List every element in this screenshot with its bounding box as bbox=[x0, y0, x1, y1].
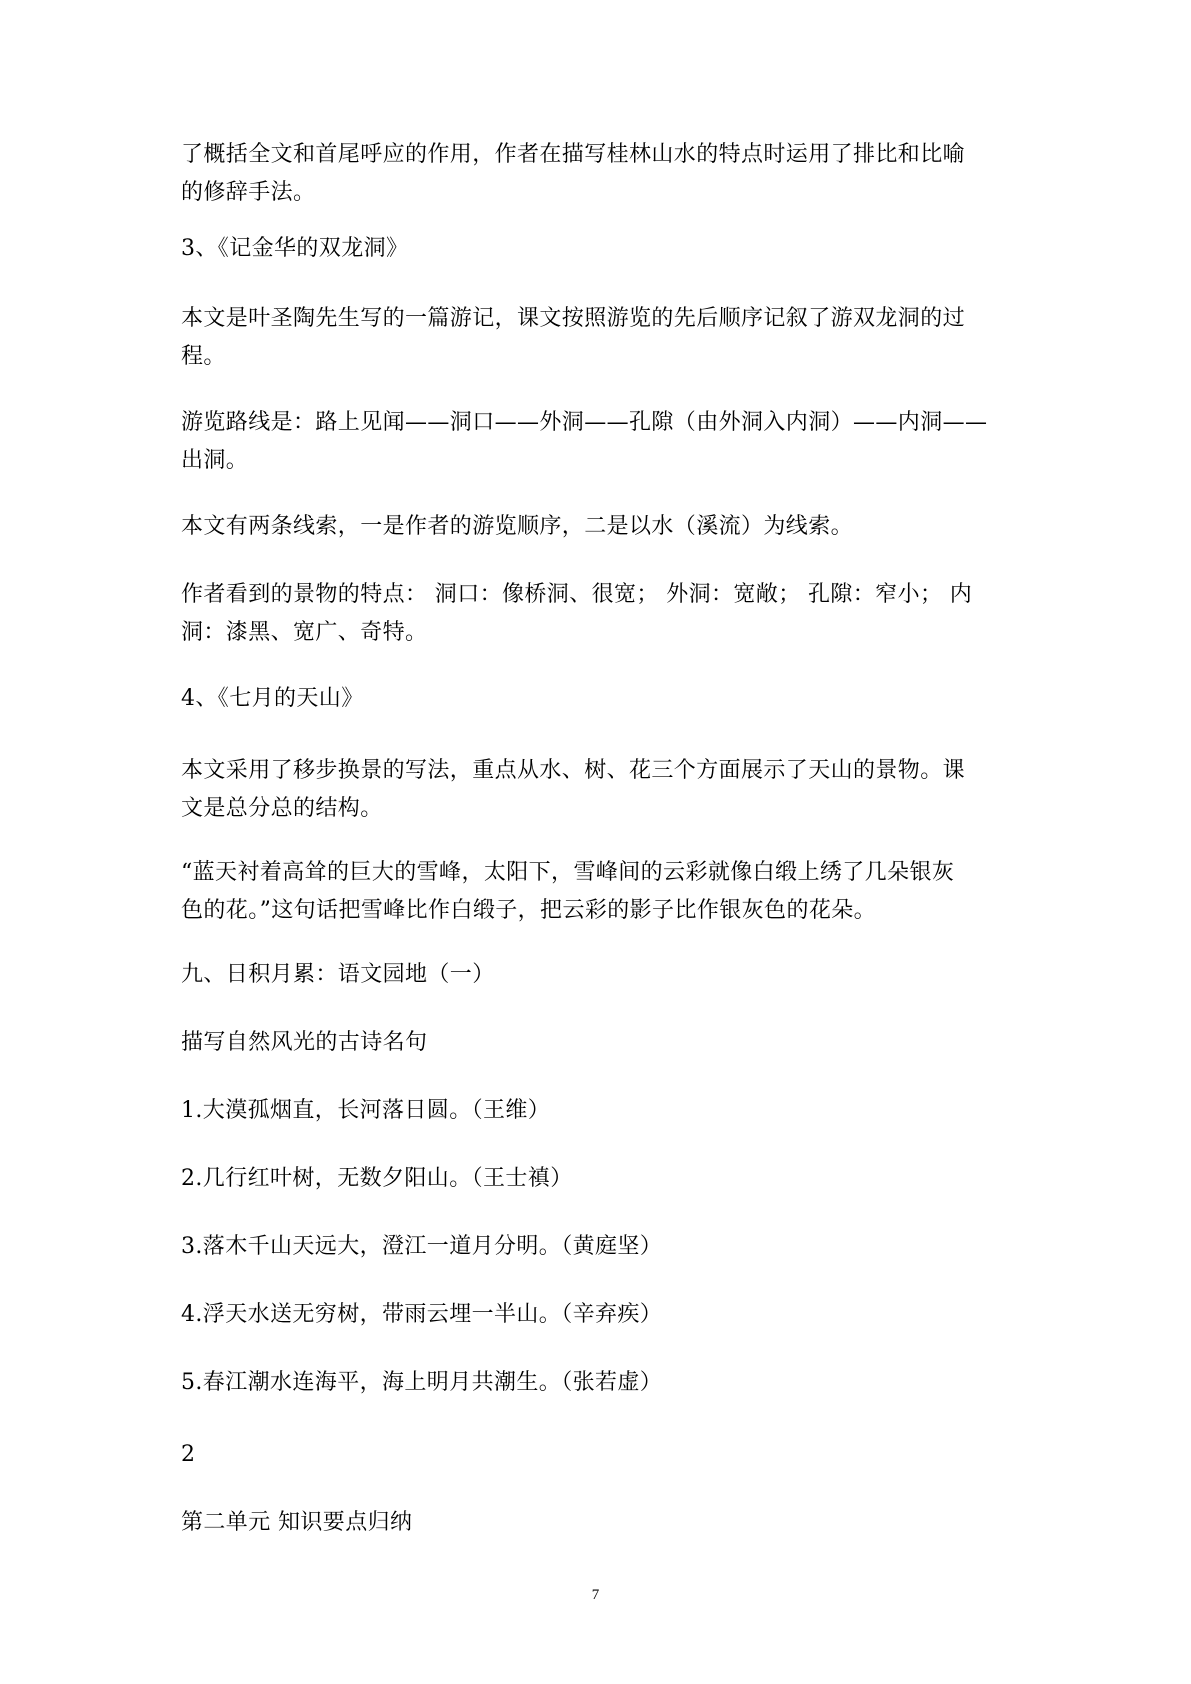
text-line: 本文采用了移步换景的写法，重点从水、树、花三个方面展示了天山的景物。课 bbox=[181, 758, 966, 783]
paragraph-tianshan-quote bbox=[181, 854, 1011, 930]
heading-line: 九、日积月累：语文园地（一） bbox=[181, 962, 495, 987]
text-line: 作者看到的景物的特点： 洞口：像桥洞、很宽； 外洞：宽敞； 孔隙：窄小； 内 bbox=[181, 582, 973, 607]
poem-line-5 bbox=[181, 1364, 1011, 1402]
text-line: 出洞。 bbox=[181, 448, 249, 473]
text-line: 本文有两条线索，一是作者的游览顺序，二是以水（溪流）为线索。 bbox=[181, 514, 854, 539]
section-heading-accumulation bbox=[181, 956, 1011, 994]
text-line: 1.大漠孤烟直，长河落日圆。（王维） bbox=[181, 1098, 551, 1123]
heading-line: 4、《七月的天山》 bbox=[181, 686, 364, 711]
paragraph-tour-route bbox=[181, 404, 1011, 480]
text-line: 本文是叶圣陶先生写的一篇游记，课文按照游览的先后顺序记叙了游双龙洞的过 bbox=[181, 306, 966, 331]
text-line: 文是总分总的结构。 bbox=[181, 796, 383, 821]
paragraph-poem-intro bbox=[181, 1024, 1011, 1062]
heading-line: 3、《记金华的双龙洞》 bbox=[181, 236, 409, 261]
paragraph-scenery-features bbox=[181, 576, 1011, 652]
text-line: 4.浮天水送无穷树，带雨云埋一半山。（辛弃疾） bbox=[181, 1302, 663, 1327]
section-heading-unit-two bbox=[181, 1504, 1011, 1542]
text-line: 5.春江潮水连海平，海上明月共潮生。（张若虚） bbox=[181, 1370, 663, 1395]
stray-number bbox=[181, 1436, 1011, 1474]
heading-line: 第二单元 知识要点归纳 bbox=[181, 1510, 413, 1535]
poem-line-2 bbox=[181, 1160, 1011, 1198]
text-line: 2 bbox=[181, 1442, 196, 1467]
text-line: 游览路线是：路上见闻——洞口——外洞——孔隙（由外洞入内洞）——内洞—— bbox=[181, 410, 988, 435]
paragraph-shuanglong-intro bbox=[181, 300, 1011, 376]
text-line: 的修辞手法。 bbox=[181, 180, 316, 205]
text-line: 描写自然风光的古诗名句 bbox=[181, 1030, 428, 1055]
paragraph-tianshan-intro bbox=[181, 752, 1011, 828]
paragraph-guilin-summary bbox=[181, 136, 1011, 212]
text-line: 程。 bbox=[181, 344, 226, 369]
paragraph-two-clues bbox=[181, 508, 1011, 546]
text-line: “蓝天衬着高耸的巨大的雪峰，太阳下，雪峰间的云彩就像白缎上绣了几朵银灰 bbox=[181, 860, 955, 885]
text-line: 色的花。”这句话把雪峰比作白缎子，把云彩的影子比作银灰色的花朵。 bbox=[181, 898, 877, 923]
section-heading-shuanglong-cave bbox=[181, 230, 1011, 268]
section-heading-tianshan bbox=[181, 680, 1011, 718]
poem-line-3 bbox=[181, 1228, 1011, 1266]
poem-line-4 bbox=[181, 1296, 1011, 1334]
text-line: 3.落木千山天远大，澄江一道月分明。（黄庭坚） bbox=[181, 1234, 663, 1259]
text-line: 2.几行红叶树，无数夕阳山。（王士禛） bbox=[181, 1166, 573, 1191]
text-line: 洞：漆黑、宽广、奇特。 bbox=[181, 620, 428, 645]
poem-line-1 bbox=[181, 1092, 1011, 1130]
text-line: 了概括全文和首尾呼应的作用，作者在描写桂林山水的特点时运用了排比和比喻 bbox=[181, 142, 966, 167]
page-number: 7 bbox=[591, 1587, 600, 1603]
